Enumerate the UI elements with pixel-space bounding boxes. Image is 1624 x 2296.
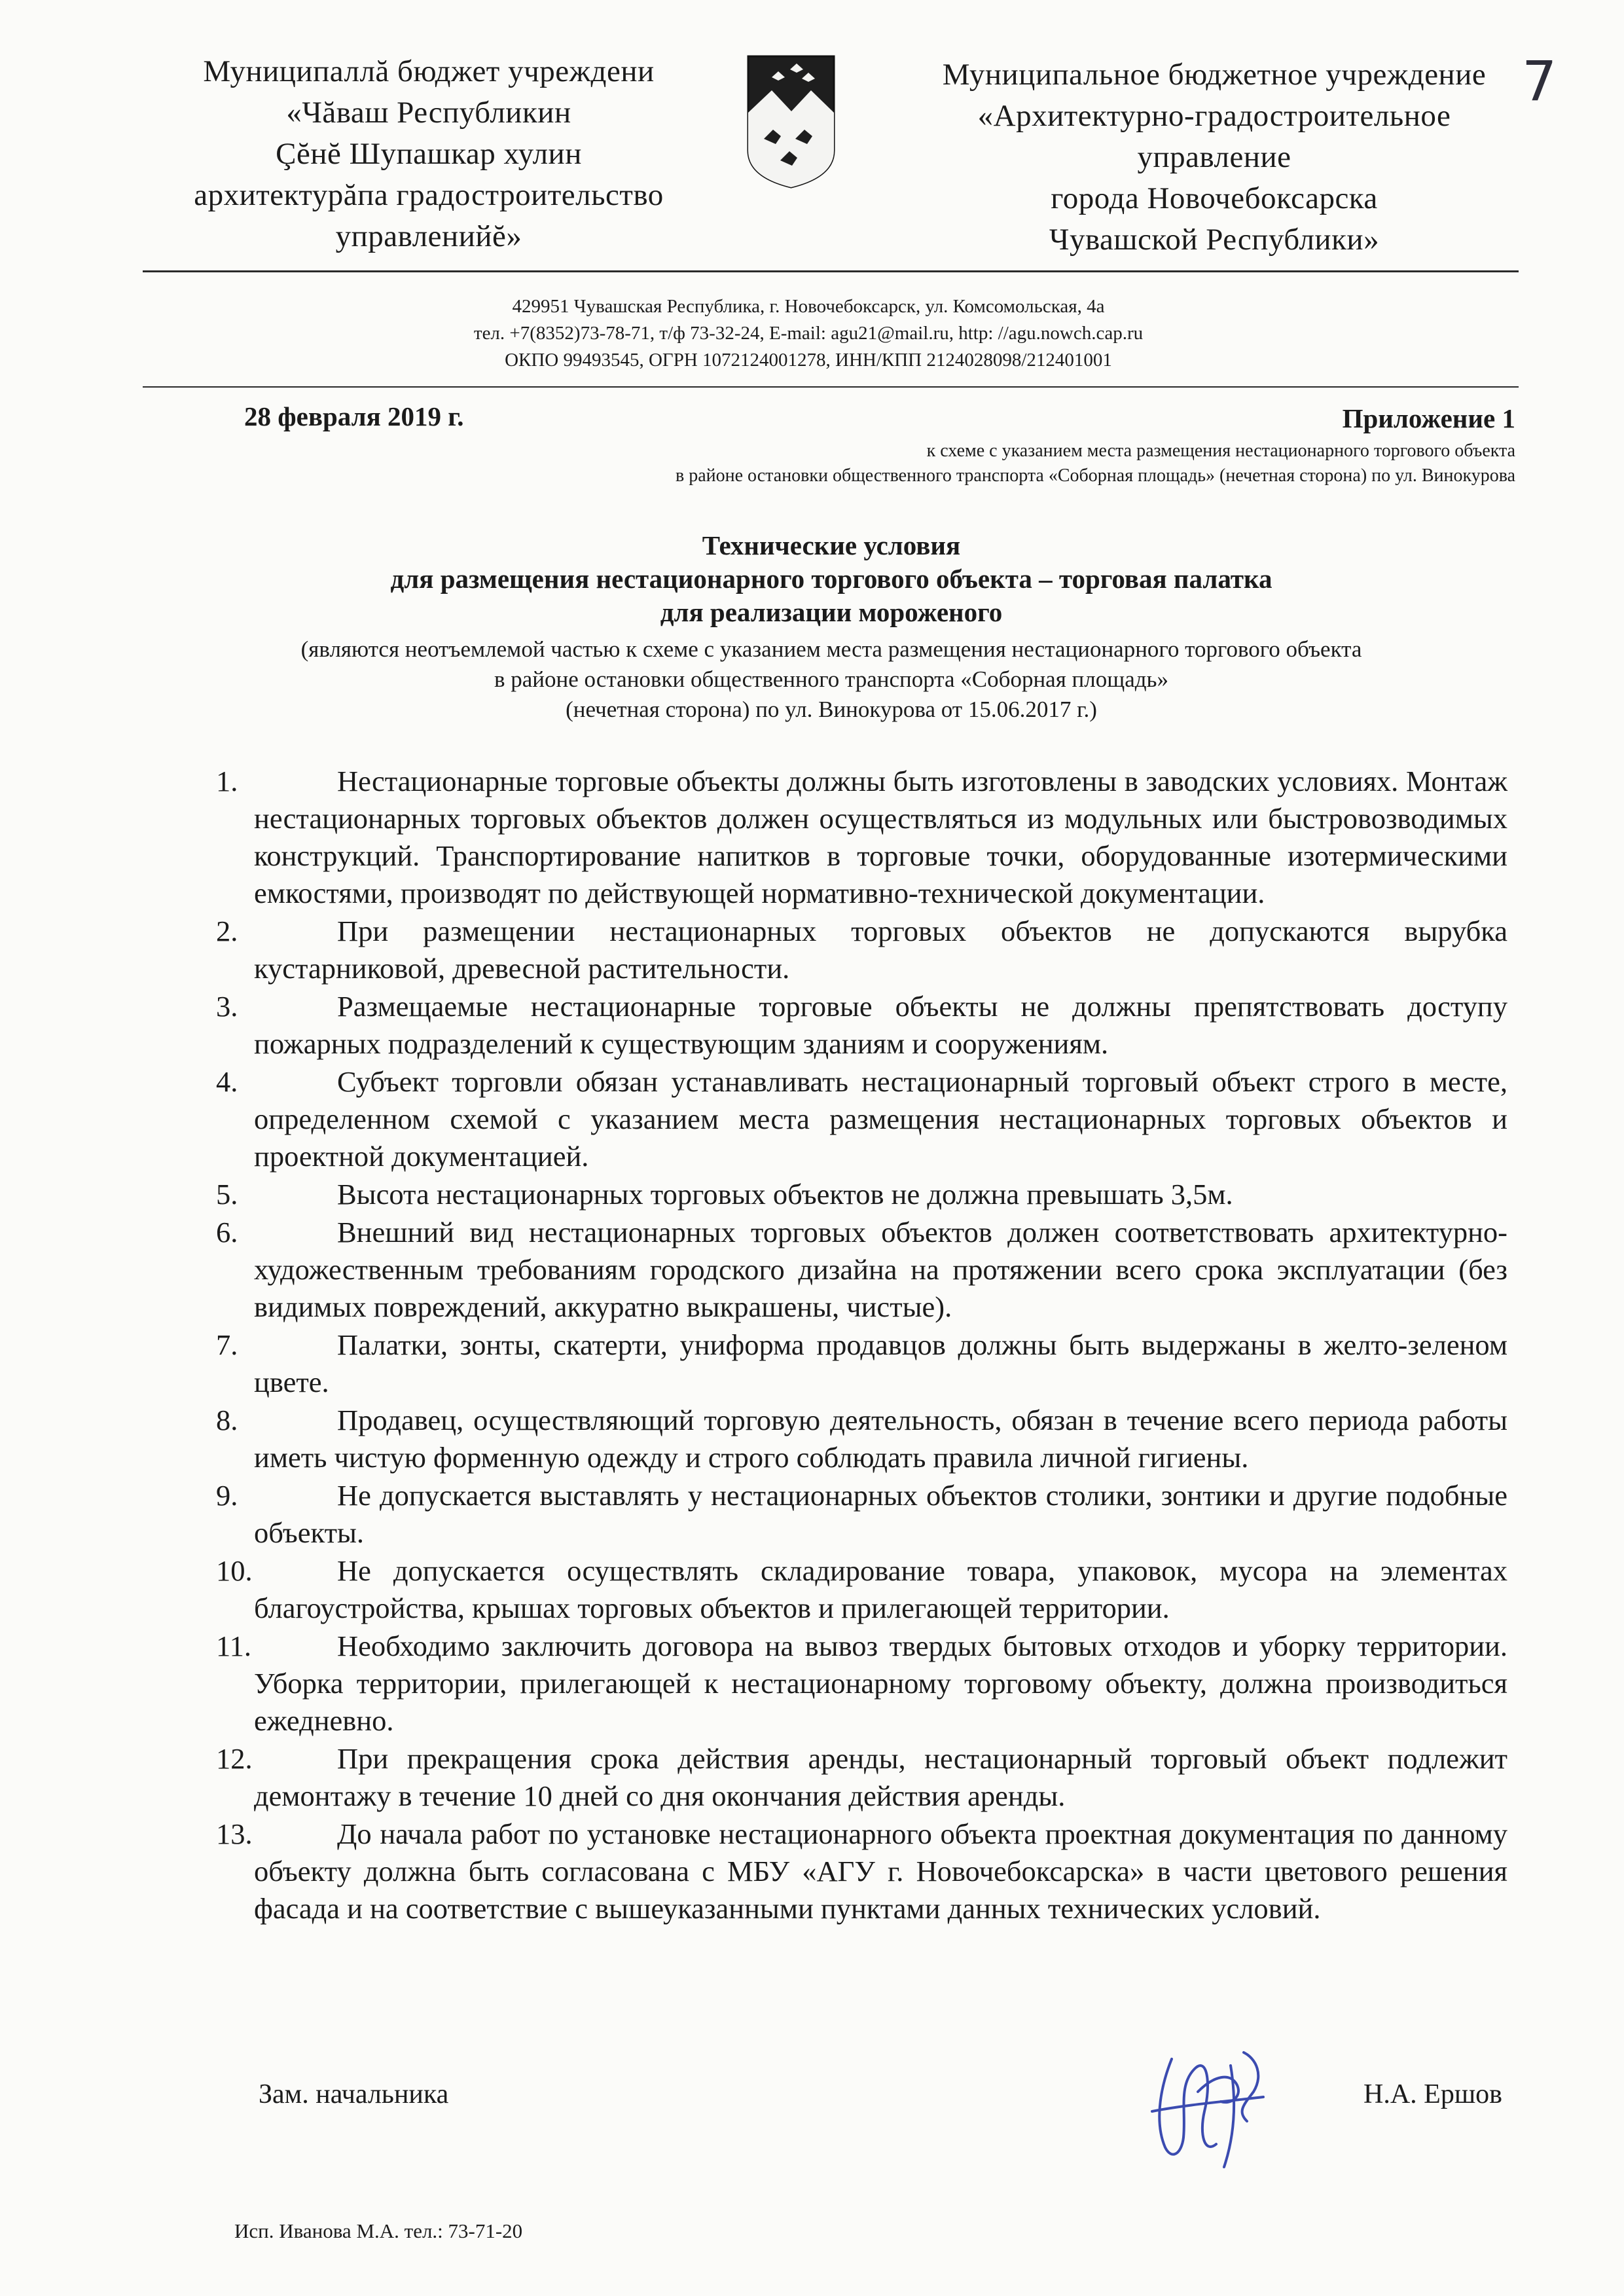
item-number: 3. (216, 990, 238, 1023)
item-text: Продавец, осуществляющий торговую деятельность, обязан в течение всего периода работы иметь чистую форменную одежду и строго соблюдать правила личной гигиены. (254, 1404, 1507, 1474)
document-date: 28 февраля 2019 г. (244, 401, 464, 431)
subtitle-line: (являются неотъемлемой частью к схеме с указанием места размещения нестационарного торгового объекта (300, 636, 1362, 662)
annex-title: Приложение 1 (1342, 403, 1515, 433)
signatory-position: Зам. начальника (259, 2079, 449, 2109)
item-text: Нестационарные торговые объекты должны быть изготовлены в заводских условиях. Монтаж нестационарных торговых объектов должен осуществляться из модульных или быстровозводимых конструкций. Транспортирование напитков в торговые точки, оборудованные изотермическими емкостями, производят по действующей нормативно-технической документации. (254, 765, 1507, 909)
title-line: Технические условия (702, 530, 961, 560)
list-item (216, 1477, 1507, 1552)
document-title (196, 529, 1466, 629)
header-left-chuvash (151, 51, 707, 257)
item-text: Размещаемые нестационарные торговые объекты не должны препятствовать доступу пожарных подразделений к существующим зданиям и сооружениям. (254, 990, 1507, 1060)
title-line: для реализации мороженого (660, 597, 1003, 627)
item-number: 9. (216, 1479, 238, 1512)
list-item (216, 1214, 1507, 1326)
subtitle-line: (нечетная сторона) по ул. Винокурова от 15.06.2017 г.) (566, 697, 1097, 722)
item-text: Необходимо заключить договора на вывоз твердых бытовых отходов и уборку территории. Уборка территории, прилегающей к нестационарному торговому объекту, должна производиться ежедневно. (254, 1630, 1507, 1737)
item-number: 5. (216, 1178, 238, 1211)
subtitle-line: в районе остановки общественного транспорта «Соборная площадь» (494, 666, 1169, 692)
list-item (216, 1740, 1507, 1815)
header-left-line: «Чăваш Республикин (286, 96, 571, 130)
item-number: 13. (216, 1817, 253, 1850)
header-right-line: Чувашской Республики» (1049, 223, 1380, 257)
header-left-line: Çĕнĕ Шупашкар хулин (276, 137, 582, 171)
title-line: для размещения нестационарного торгового объекта – торговая палатка (390, 564, 1272, 594)
item-text: При размещении нестационарных торговых объектов не допускаются вырубка кустарниковой, древесной растительности. (254, 915, 1507, 985)
item-text: Внешний вид нестационарных торговых объектов должен соответствовать архитектурно-художественным требованиям городского дизайна на протяжении всего срока эксплуатации (без видимых повреждений, аккуратно выкрашены, чистые). (254, 1216, 1507, 1323)
item-text: При прекращения срока действия аренды, нестационарный торговый объект подлежит демонтажу в течение 10 дней со дня окончания действия аренды. (254, 1742, 1507, 1812)
item-number: 4. (216, 1065, 238, 1098)
address-divider (143, 386, 1519, 388)
list-item (216, 1815, 1507, 1927)
executor-contact: Исп. Иванова М.А. тел.: 73-71-20 (234, 2219, 523, 2242)
item-text: До начала работ по установке нестационарного объекта проектная документация по данному объекту должна быть согласована с МБУ «АГУ г. Новочебоксарска» в части цветового решения фасада и на соответствие с вышеуказанными пунктами данных технических условий. (254, 1817, 1507, 1925)
document-subtitle (196, 634, 1466, 725)
list-item (216, 988, 1507, 1063)
city-coat-of-arms-icon (744, 52, 838, 190)
item-text: Не допускается осуществлять складирование товара, упаковок, мусора на элементах благоустройства, крышах торговых объектов и прилегающей территории. (254, 1554, 1507, 1624)
annex-reference (327, 439, 1515, 488)
item-number: 11. (216, 1630, 251, 1662)
item-text: Не допускается выставлять у нестационарных объектов столики, зонтики и другие подобные объекты. (254, 1479, 1507, 1549)
item-number: 6. (216, 1216, 238, 1248)
header-left-line: управленийĕ» (335, 219, 522, 253)
list-item (216, 1176, 1507, 1213)
list-item (216, 1326, 1507, 1401)
header-right-line: управление (1137, 140, 1291, 174)
list-item (216, 1402, 1507, 1476)
header-right-line: Муниципальное бюджетное учреждение (942, 58, 1487, 92)
list-item (216, 1628, 1507, 1740)
item-text: Субъект торговли обязан устанавливать нестационарный торговый объект строго в месте, определенном схемой с указанием места размещения нестационарных торговых объектов и проектной документацией. (254, 1065, 1507, 1173)
header-right-russian (903, 54, 1525, 261)
list-item (216, 1552, 1507, 1627)
item-text: Палатки, зонты, скатерти, униформа продавцов должны быть выдержаны в желто-зеленом цвете. (254, 1328, 1507, 1398)
address-line: тел. +7(8352)73-78-71, т/ф 73-32-24, E-mail: agu21@mail.ru, http: //agu.nowch.cap.ru (473, 323, 1144, 344)
annex-reference-line: к схеме с указанием места размещения нестационарного торгового объекта (926, 441, 1515, 461)
item-number: 1. (216, 765, 238, 797)
header-right-line: города Новочебоксарска (1051, 181, 1378, 215)
address-line: ОКПО 99493545, ОГРН 1072124001278, ИНН/КПП 2124028098/212401001 (505, 350, 1112, 371)
item-number: 7. (216, 1328, 238, 1361)
annex-reference-line: в районе остановки общественного транспорта «Соборная площадь» (нечетная сторона) по ул. Винокурова (676, 465, 1515, 486)
header-divider (143, 270, 1519, 272)
handwritten-page-mark: 7 (1522, 49, 1557, 113)
conditions-list (216, 763, 1507, 1928)
list-item (216, 913, 1507, 987)
item-number: 8. (216, 1404, 238, 1436)
item-number: 2. (216, 915, 238, 947)
address-line: 429951 Чувашская Республика, г. Новочебоксарск, ул. Комсомольская, 4а (512, 296, 1105, 317)
header-right-line: «Архитектурно-градостроительное (977, 99, 1451, 133)
signatory-name: Н.А. Ершов (1363, 2079, 1502, 2109)
header-left-line: Муниципаллă бюджет учреждени (203, 54, 655, 88)
item-text: Высота нестационарных торговых объектов не должна превышать 3,5м. (337, 1178, 1233, 1211)
list-item (216, 1063, 1507, 1175)
list-item (216, 763, 1507, 912)
item-number: 10. (216, 1554, 253, 1587)
organization-address (327, 293, 1290, 374)
item-number: 12. (216, 1742, 253, 1775)
header-left-line: архитектурăпа градостроительство (194, 178, 664, 212)
